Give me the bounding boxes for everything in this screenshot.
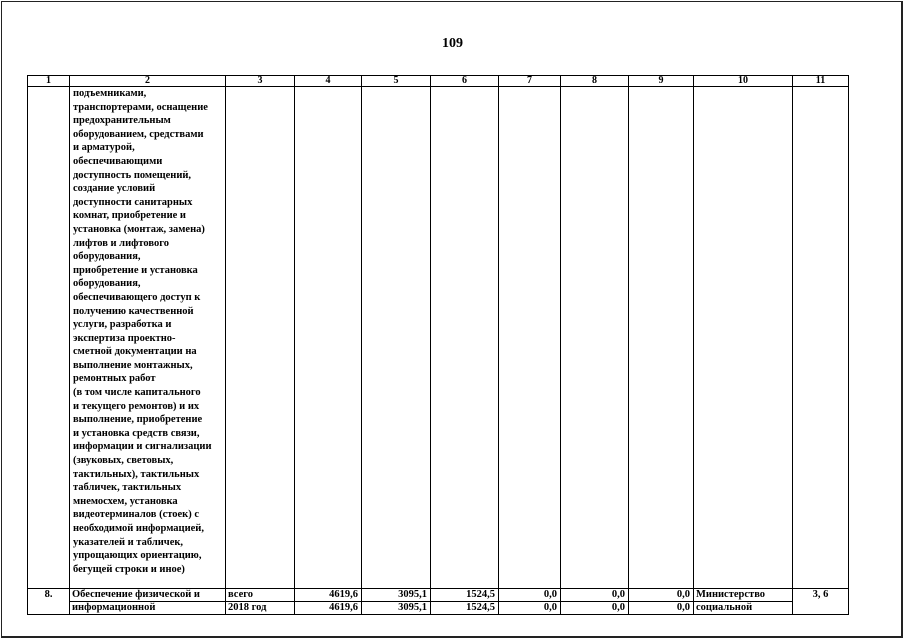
responsible-line2: социальной	[694, 602, 793, 615]
item-name-line2: информационной	[70, 602, 226, 615]
cell-empty	[431, 87, 499, 589]
value-cell: 0,0	[561, 602, 629, 615]
col-header-11: 11	[793, 76, 849, 87]
col-header-7: 7	[499, 76, 561, 87]
period-cell: 2018 год	[226, 602, 295, 615]
col-header-4: 4	[295, 76, 362, 87]
cell-empty	[561, 87, 629, 589]
col-header-1: 1	[28, 76, 70, 87]
value-cell: 4619,6	[295, 589, 362, 602]
responsible-line1: Министерство	[694, 589, 793, 602]
item-number: 8.	[28, 589, 70, 615]
cell-empty	[226, 87, 295, 589]
value-cell: 4619,6	[295, 602, 362, 615]
col-header-6: 6	[431, 76, 499, 87]
table-row	[28, 589, 849, 602]
period-cell: всего	[226, 589, 295, 602]
value-cell: 0,0	[629, 602, 694, 615]
value-cell: 0,0	[499, 589, 561, 602]
cell-empty	[499, 87, 561, 589]
value-cell: 0,0	[499, 602, 561, 615]
cell-empty	[629, 87, 694, 589]
col-header-9: 9	[629, 76, 694, 87]
goals-cell: 3, 6	[793, 589, 849, 615]
page-number: 109	[442, 36, 463, 51]
value-cell: 0,0	[561, 589, 629, 602]
continuation-description: подъемниками, транспортерами, оснащение предохранительным оборудованием, средствами и арматурой, обеспечивающими доступность помещений, создание условий доступности санитарных комнат, приобретение и установка (монтаж, замена) лифтов и лифтового оборудования, приобретение и установка оборудования, обеспечивающего доступ к получению качественной услуги, разработка и экспертиза проектно- сметной документации на выполнение монтажных, ремонтных работ (в том числе капитального и текущего ремонтов) и их выполнение, приобретение и установка средств связи, информации и сигнализации (звуковых, световых, тактильных), тактильных табличек, тактильных мнемосхем, установка видеотерминалов (стоек) с необходимой информацией, указателей и табличек, упрощающих ориентацию, бегущей строки и иное)	[70, 87, 226, 589]
column-number-row	[28, 76, 849, 87]
value-cell: 1524,5	[431, 602, 499, 615]
continuation-row	[28, 87, 849, 589]
value-cell: 3095,1	[362, 589, 431, 602]
col-header-5: 5	[362, 76, 431, 87]
col-header-8: 8	[561, 76, 629, 87]
col-header-3: 3	[226, 76, 295, 87]
program-table	[27, 75, 849, 615]
cell-empty	[28, 87, 70, 589]
cell-empty	[362, 87, 431, 589]
cell-empty	[694, 87, 793, 589]
cell-empty	[295, 87, 362, 589]
value-cell: 0,0	[629, 589, 694, 602]
col-header-2: 2	[70, 76, 226, 87]
value-cell: 1524,5	[431, 589, 499, 602]
cell-empty	[793, 87, 849, 589]
table-row	[28, 602, 849, 615]
value-cell: 3095,1	[362, 602, 431, 615]
item-name-line1: Обеспечение физической и	[70, 589, 226, 602]
col-header-10: 10	[694, 76, 793, 87]
